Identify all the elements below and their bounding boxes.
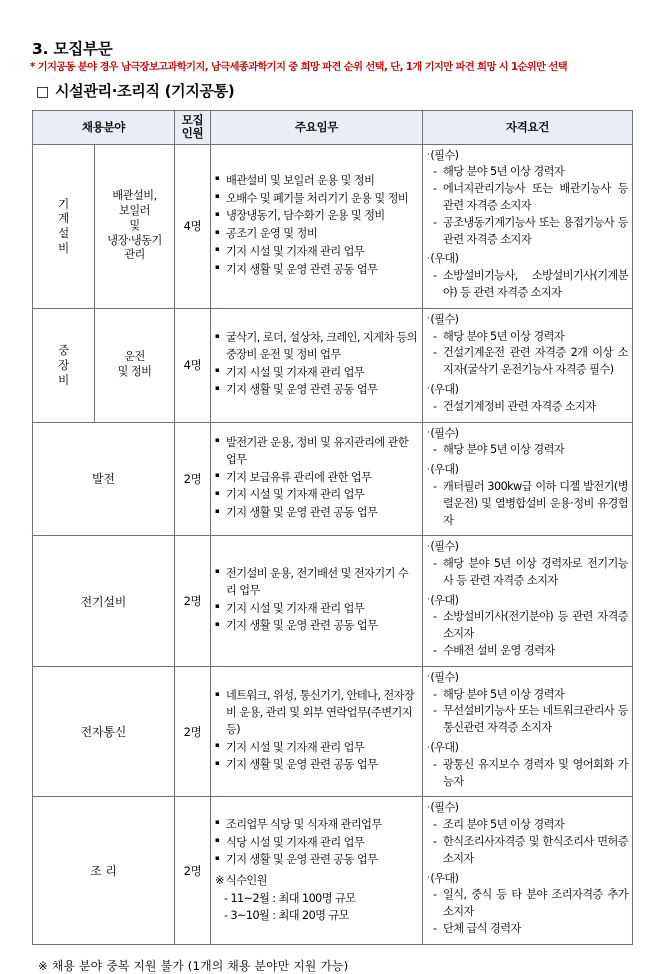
sub-heading	[36, 82, 632, 102]
qualification-item: - 해당 분야 5년 이상 경력자	[432, 687, 628, 704]
qualification-group	[427, 382, 628, 416]
duty-item: ▪ 기지 생활 및 운영 관련 공동 업무	[215, 505, 418, 522]
row-field-name: 배관설비, 보일러 및 냉장·냉동기 관리	[95, 144, 175, 308]
qualification-group	[427, 539, 628, 589]
qualification-list	[427, 329, 628, 379]
qualification-item: - 에너지관리기능사 또는 배관기능사 등 관련 자격증 소지자	[432, 181, 628, 215]
qualification-item: - 캐터필러 300kw급 이하 디젤 발전기(병렬운전) 및 열병합설비 운용·정비 유경험자	[432, 479, 628, 529]
qualification-list	[427, 164, 628, 248]
qualification-group-label: ·(필수)	[427, 312, 459, 326]
category-char: 기	[58, 196, 69, 211]
qualification-item: - 한식조리사자격증 및 한식조리사 면허증 소지자	[432, 834, 628, 868]
row-qualification	[423, 536, 633, 667]
duty-item: ▪ 기지 시설 및 기자재 관리 업무	[215, 601, 418, 618]
qualification-item: - 수배전 설비 운영 경력자	[432, 643, 628, 660]
note-mark-icon: ※	[215, 874, 224, 888]
row-qualification	[423, 144, 633, 308]
qualification-group-label: ·(우대)	[427, 252, 459, 266]
duty-note-item: - 11~2월 : 최대 100명 규모	[224, 891, 356, 905]
qualification-list	[427, 887, 628, 937]
duty-list	[215, 688, 418, 774]
qualification-item: - 건설기계정비 관련 자격증 소지자	[432, 399, 628, 416]
duty-item: ▪ 기지 생활 및 운영 관련 공동 업무	[215, 852, 418, 869]
duty-note-list	[215, 891, 418, 925]
duty-item: ▪ 기지 보급유류 관리에 관한 업무	[215, 470, 418, 487]
qualification-group	[427, 670, 628, 737]
duty-item: ▪ 냉장냉동기, 담수화기 운용 및 정비	[215, 208, 418, 225]
recruitment-table	[32, 110, 633, 945]
bullet-dot-icon: ·	[427, 464, 430, 475]
row-duties	[211, 797, 423, 944]
qualification-item: - 해당 분야 5년 이상 경력자	[432, 164, 628, 181]
checkbox-icon: □	[36, 83, 49, 100]
duty-item: ▪ 기지 생활 및 운영 관련 공동 업무	[215, 757, 418, 774]
column-header-count	[175, 111, 211, 144]
duty-item: ▪ 기지 시설 및 기자재 관리 업무	[215, 487, 418, 504]
category-char: 중	[58, 342, 69, 357]
row-field-name: 전자통신	[33, 666, 175, 797]
qualification-item: - 단체 급식 경력자	[432, 921, 628, 938]
row-field-name: 전기설비	[33, 536, 175, 667]
row-duties	[211, 308, 423, 422]
table-row	[33, 797, 633, 944]
duty-item: ▪ 네트워크, 위성, 통신기기, 안테나, 전자장비 운용, 관리 및 외부 연락업무(주변기지 등)	[215, 688, 418, 738]
qualification-group-label: ·(필수)	[427, 426, 459, 440]
duty-item: ▪ 기지 생활 및 운영 관련 공동 업무	[215, 262, 418, 279]
bullet-dot-icon: ·	[427, 314, 430, 325]
column-header-count-line1: 모집	[181, 113, 204, 128]
table-body	[33, 144, 633, 944]
duty-item: ▪ 조리업무 식당 및 식자재 관리업무	[215, 817, 418, 834]
bullet-dot-icon: ·	[427, 595, 430, 606]
qualification-group-label: ·(필수)	[427, 801, 459, 815]
qualification-group	[427, 593, 628, 660]
qualification-item: - 조리 분야 5년 이상 경력자	[432, 817, 628, 834]
qualification-list	[427, 687, 628, 737]
qualification-group-label: ·(우대)	[427, 463, 459, 477]
row-count: 2명	[175, 666, 211, 797]
qualification-list	[427, 442, 628, 459]
row-field-name: 조 리	[33, 797, 175, 944]
row-duties	[211, 144, 423, 308]
qualification-group-label: ·(필수)	[427, 670, 459, 684]
qualification-group-label: ·(필수)	[427, 540, 459, 554]
duty-item: ▪ 기지 시설 및 기자재 관리 업무	[215, 740, 418, 757]
column-header-duty: 주요임무	[211, 111, 423, 144]
duty-list	[215, 817, 418, 869]
row-category	[33, 308, 95, 422]
row-duties	[211, 422, 423, 536]
footer-note: ※ 채용 분야 중복 지원 불가 (1개의 채용 분야만 지원 가능)	[38, 958, 349, 973]
qualification-group-label: ·(우대)	[427, 593, 459, 607]
duty-item: ▪ 기지 생활 및 운영 관련 공동 업무	[215, 382, 418, 399]
row-count: 2명	[175, 536, 211, 667]
category-char: 비	[58, 240, 69, 255]
category-char: 계	[58, 211, 69, 226]
column-header-qualification: 자격요건	[423, 111, 633, 144]
qualification-item: - 소방설비기사(전기분야) 등 관련 자격증 소지자	[432, 609, 628, 643]
qualification-list	[427, 556, 628, 590]
duty-item: ▪ 발전기관 운용, 정비 및 유지관리에 관한 업무	[215, 435, 418, 469]
category-char: 설	[58, 226, 69, 241]
duty-list	[215, 566, 418, 635]
row-count: 2명	[175, 797, 211, 944]
duty-item: ▪ 굴삭기, 로더, 설상차, 크레인, 지게차 등의 중장비 운전 및 정비 업무	[215, 330, 418, 364]
row-category	[33, 144, 95, 308]
table-row	[33, 144, 633, 308]
duty-note-item: - 3~10월 : 최대 20명 규모	[224, 908, 349, 922]
qualification-group-label: ·(우대)	[427, 741, 459, 755]
sub-heading-label: 시설관리·조리직 (기지공통)	[54, 81, 235, 100]
qualification-group-label: ·(필수)	[427, 148, 459, 162]
qualification-group	[427, 251, 628, 301]
qualification-item: - 해당 분야 5년 이상 경력자	[432, 442, 628, 459]
row-duties	[211, 536, 423, 667]
qualification-group	[427, 462, 628, 529]
row-count: 4명	[175, 308, 211, 422]
bullet-dot-icon: ·	[427, 253, 430, 264]
duty-note	[215, 873, 418, 924]
row-count: 4명	[175, 144, 211, 308]
bullet-dot-icon: ·	[427, 428, 430, 439]
duty-item: ▪ 오배수 및 폐기물 처리기기 운용 및 정비	[215, 191, 418, 208]
row-qualification	[423, 422, 633, 536]
qualification-item: - 해당 분야 5년 이상 경력자	[432, 329, 628, 346]
qualification-group	[427, 426, 628, 460]
qualification-group	[427, 871, 628, 938]
table-row	[33, 308, 633, 422]
qualification-item: - 해당 분야 5년 이상 경력자로 전기기능사 등 관련 자격증 소지자	[432, 556, 628, 590]
duty-item: ▪ 기지 생활 및 운영 관련 공동 업무	[215, 618, 418, 635]
qualification-group	[427, 740, 628, 790]
qualification-item: - 건설기계운전 관련 자격증 2개 이상 소지자(굴삭기 운전기능사 자격증 필수)	[432, 345, 628, 379]
duty-note-title: 식수인원	[225, 874, 267, 888]
table-header-row	[33, 111, 633, 144]
qualification-list	[427, 479, 628, 529]
qualification-group	[427, 148, 628, 249]
row-count: 2명	[175, 422, 211, 536]
duty-list	[215, 173, 418, 279]
bullet-dot-icon: ·	[427, 384, 430, 395]
category-char: 장	[58, 357, 69, 372]
column-header-count-line2: 인원	[181, 126, 204, 141]
qualification-group	[427, 312, 628, 379]
duty-list	[215, 330, 418, 399]
category-char: 비	[58, 372, 69, 387]
duty-item: ▪ 식당 시설 및 기자재 관리 업무	[215, 835, 418, 852]
qualification-item: - 공조냉동기계기능사 또는 용접기능사 등 관련 자격증 소지자	[432, 215, 628, 249]
qualification-list	[427, 817, 628, 867]
qualification-list	[427, 399, 628, 416]
row-duties	[211, 666, 423, 797]
qualification-group-label: ·(우대)	[427, 871, 459, 885]
qualification-group	[427, 800, 628, 867]
row-qualification	[423, 666, 633, 797]
row-qualification	[423, 308, 633, 422]
bullet-dot-icon: ·	[427, 873, 430, 884]
section-heading: 3. 모집부문	[32, 40, 113, 58]
qualification-item: - 광통신 유지보수 경력자 및 영어회화 가능자	[432, 757, 628, 791]
row-qualification	[423, 797, 633, 944]
qualification-item: - 일식, 중식 등 타 분야 조리자격증 추가 소지자	[432, 887, 628, 921]
row-field-name: 운전 및 정비	[95, 308, 175, 422]
bullet-dot-icon: ·	[427, 742, 430, 753]
duty-item: ▪ 기지 시설 및 기자재 관리 업무	[215, 244, 418, 261]
qualification-list	[427, 609, 628, 659]
qualification-item: - 무선설비기능사 또는 네트워크관리사 등 통신관련 자격증 소지자	[432, 703, 628, 737]
duty-item: ▪ 기지 시설 및 기자재 관리 업무	[215, 365, 418, 382]
bullet-dot-icon: ·	[427, 802, 430, 813]
qualification-list	[427, 268, 628, 302]
duty-item: ▪ 전기설비 운용, 전기배선 및 전자기기 수리 업무	[215, 566, 418, 600]
bullet-dot-icon: ·	[427, 672, 430, 683]
table-header	[33, 111, 633, 144]
qualification-group-label: ·(우대)	[427, 382, 459, 396]
bullet-dot-icon: ·	[427, 541, 430, 552]
qualification-list	[427, 757, 628, 791]
duty-item: ▪ 공조기 운영 및 정비	[215, 226, 418, 243]
column-header-field: 채용분야	[33, 111, 175, 144]
red-warning-note: * 기지공동 분야 경우 남극장보고과학기지, 남극세종과학기지 중 희망 파견 순위 선택, 단, 1개 기지만 파견 희망 시 1순위만 선택	[30, 62, 568, 74]
bullet-dot-icon: ·	[427, 150, 430, 161]
table-row	[33, 422, 633, 536]
duty-list	[215, 435, 418, 522]
qualification-item: - 소방설비기능사, 소방설비기사(기계분야) 등 관련 자격증 소지자	[432, 268, 628, 302]
table-row	[33, 536, 633, 667]
duty-item: ▪ 배관설비 및 보일러 운용 및 정비	[215, 173, 418, 190]
row-field-name: 발전	[33, 422, 175, 536]
table-row	[33, 666, 633, 797]
